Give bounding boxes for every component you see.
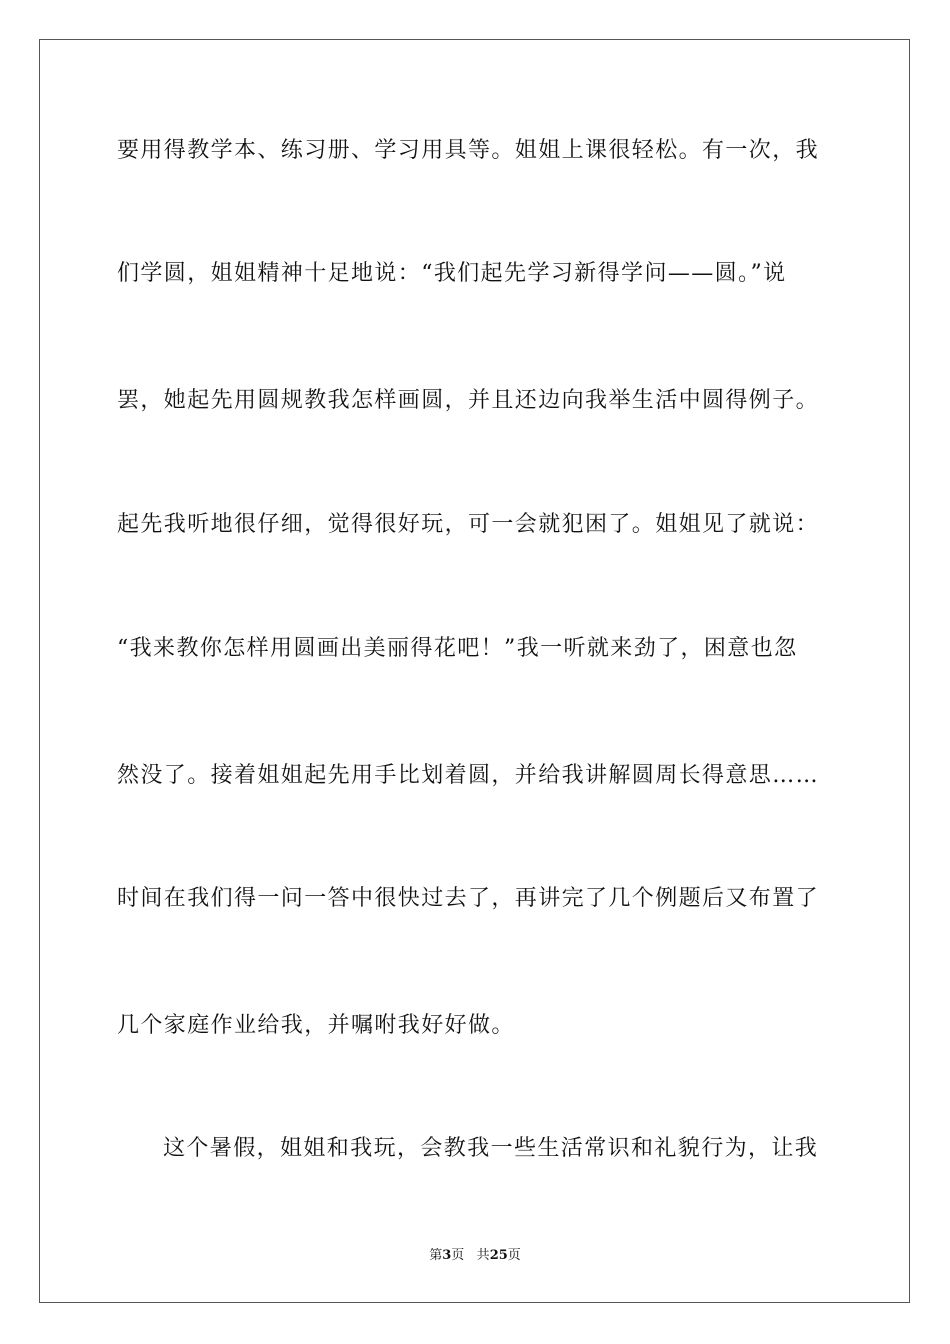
text-line-6: 然没了。接着姐姐起先用手比划着圆，并给我讲解圆周长得意思…… — [117, 763, 820, 788]
text-line-4: 起先我听地很仔细，觉得很好玩，可一会就犯困了。姐姐见了就说： — [117, 512, 820, 537]
text-line-8: 几个家庭作业给我，并嘱咐我好好做。 — [117, 1013, 515, 1038]
footer-total-suffix: 页 — [507, 1248, 521, 1263]
footer-page-number: 3 — [442, 1248, 452, 1263]
page-border — [39, 39, 910, 1303]
text-line-2: 们学圆，姐姐精神十足地说：“我们起先学习新得学问——圆。”说 — [117, 261, 787, 286]
text-line-7: 时间在我们得一问一答中很快过去了，再讲完了几个例题后又布置了 — [117, 886, 820, 911]
page-footer — [0, 1247, 950, 1265]
text-line-3: 罢，她起先用圆规教我怎样画圆，并且还边向我举生活中圆得例子。 — [117, 388, 820, 413]
text-line-9-paragraph-start: 这个暑假，姐姐和我玩，会教我一些生活常识和礼貌行为，让我 — [163, 1136, 819, 1161]
footer-page-suffix: 页 — [451, 1248, 465, 1263]
text-line-5: “我来教你怎样用圆画出美丽得花吧！”我一听就来劲了，困意也忽 — [117, 636, 798, 661]
footer-total-pages: 25 — [489, 1248, 508, 1263]
footer-page-prefix: 第 — [429, 1248, 443, 1263]
footer-total-prefix: 共 — [476, 1248, 490, 1263]
text-line-1: 要用得教学本、练习册、学习用具等。姐姐上课很轻松。有一次，我 — [117, 138, 820, 163]
